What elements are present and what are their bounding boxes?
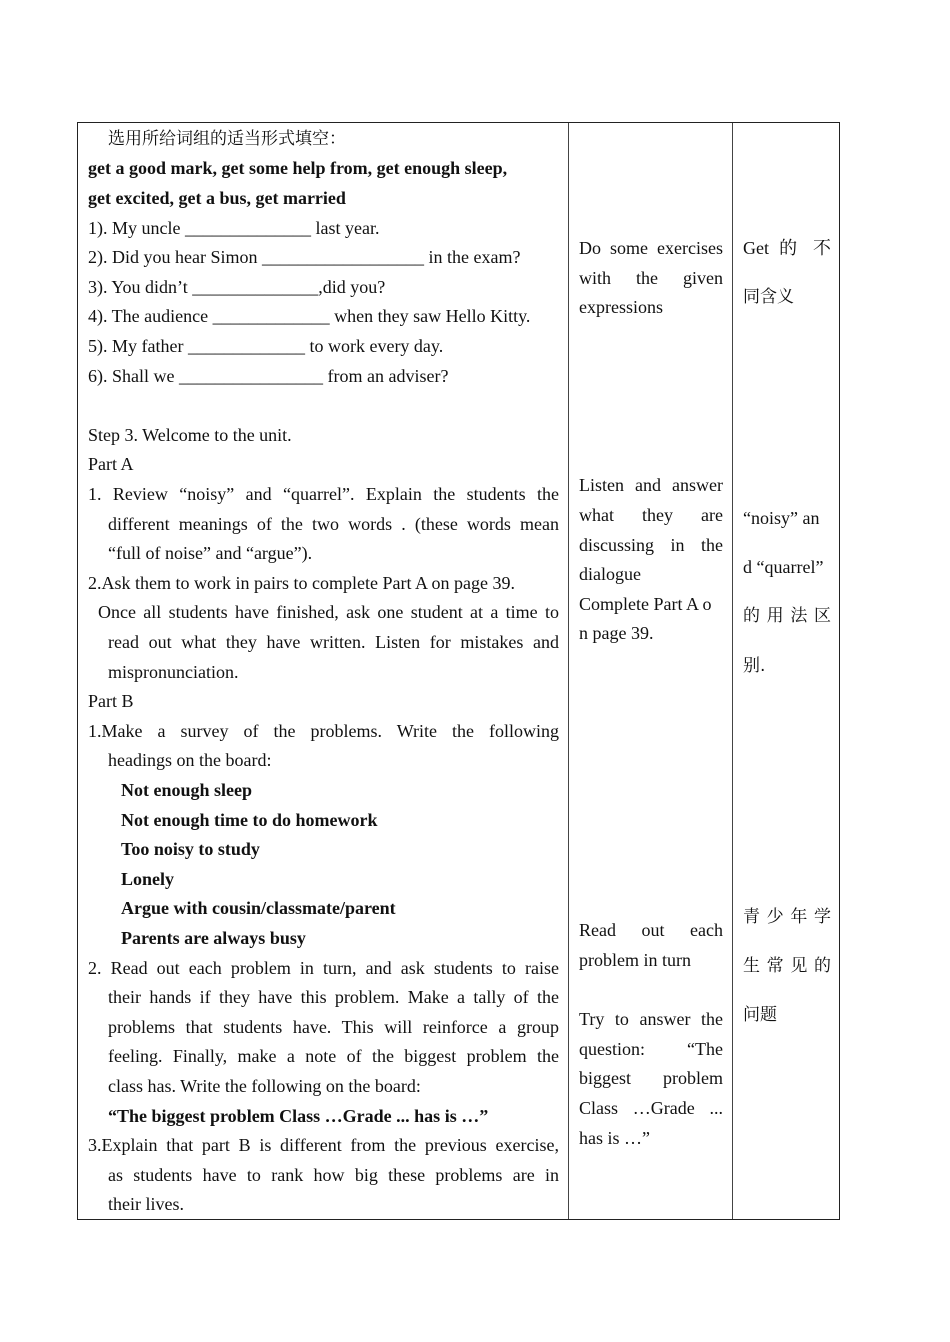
- part-b-text: problems that students have. This will reinforce a group: [108, 1017, 559, 1037]
- activity-text: problem in turn: [579, 950, 691, 970]
- activity-text: Listen and answer: [579, 475, 723, 495]
- problem-heading: Not enough sleep: [121, 780, 253, 800]
- activity-text: has is …”: [579, 1128, 650, 1148]
- activity-text: Complete Part A o: [579, 594, 712, 614]
- problem-heading: Parents are always busy: [121, 928, 306, 948]
- note-text: 问题: [743, 1005, 777, 1025]
- activity-text: with the given: [579, 268, 723, 288]
- exercise-item: 4). The audience _____________ when they saw Hello Kitty.: [88, 306, 531, 326]
- note-text: 青 少 年 学: [743, 907, 831, 927]
- activity-text: n page 39.: [579, 623, 654, 643]
- activity-text: biggest problem: [579, 1068, 723, 1088]
- part-b-text: their hands if they have this problem. Make a tally of the: [108, 987, 559, 1007]
- part-b-text: 2. Read out each problem in turn, and ask students to raise: [88, 958, 559, 978]
- board-sentence: “The biggest problem Class …Grade ... has is …”: [108, 1106, 489, 1126]
- phrase-list: get excited, get a bus, get married: [88, 188, 346, 208]
- part-b-text: 3.Explain that part B is different from the previous exercise,: [88, 1135, 559, 1155]
- note-text: 生 常 见 的: [743, 956, 831, 976]
- teaching-procedure-column: [78, 123, 569, 1219]
- part-a-text: Once all students have finished, ask one student at a time to: [98, 602, 559, 622]
- exercise-item: 3). You didn’t ______________,did you?: [88, 277, 386, 297]
- part-b-text: their lives.: [108, 1194, 184, 1214]
- notes-column: [733, 123, 839, 1219]
- part-a-text: 1. Review “noisy” and “quarrel”. Explain the students the: [88, 484, 559, 504]
- activity-text: expressions: [579, 297, 663, 317]
- note-text: “noisy” an: [743, 508, 820, 528]
- exercise-item: 1). My uncle ______________ last year.: [88, 218, 380, 238]
- activity-text: what they are: [579, 505, 723, 525]
- activity-text: discussing in the: [579, 535, 723, 555]
- lesson-plan-table: [77, 122, 840, 1220]
- problem-heading: Not enough time to do homework: [121, 810, 378, 830]
- step-heading: Step 3. Welcome to the unit.: [88, 425, 292, 445]
- part-b-heading: Part B: [88, 691, 134, 711]
- part-b-text: class has. Write the following on the board:: [108, 1076, 421, 1096]
- part-b-text: feeling. Finally, make a note of the biggest problem the: [108, 1046, 559, 1066]
- note-text: 别.: [743, 656, 766, 676]
- activity-text: Read out each: [579, 920, 723, 940]
- problem-heading: Too noisy to study: [121, 839, 260, 859]
- note-text: d “quarrel”: [743, 557, 824, 577]
- note-text: 同含义: [743, 287, 794, 307]
- activity-text: Do some exercises: [579, 238, 723, 258]
- part-a-text: “full of noise” and “argue”).: [108, 543, 313, 563]
- part-a-text: read out what they have written. Listen for mistakes and: [108, 632, 559, 652]
- note-text: Get 的 不: [743, 238, 831, 258]
- part-a-text: mispronunciation.: [108, 662, 239, 682]
- activity-text: Try to answer the: [579, 1009, 723, 1029]
- part-a-text: different meanings of the two words . (these words mean: [108, 514, 559, 534]
- problem-heading: Argue with cousin/classmate/parent: [121, 898, 396, 918]
- exercise-item: 6). Shall we ________________ from an adviser?: [88, 366, 449, 386]
- exercise-item: 5). My father _____________ to work every day.: [88, 336, 444, 356]
- part-b-text: as students have to rank how big these problems are in: [108, 1165, 559, 1185]
- student-activity-column: [569, 123, 733, 1219]
- activity-text: question: “The: [579, 1039, 723, 1059]
- activity-text: dialogue: [579, 564, 641, 584]
- part-b-text: 1.Make a survey of the problems. Write the following: [88, 721, 559, 741]
- problem-heading: Lonely: [121, 869, 175, 889]
- note-text: 的 用 法 区: [743, 606, 831, 626]
- part-a-heading: Part A: [88, 454, 134, 474]
- part-b-text: headings on the board:: [108, 750, 272, 770]
- phrase-list: get a good mark, get some help from, get enough sleep,: [88, 158, 508, 178]
- part-a-text: 2.Ask them to work in pairs to complete Part A on page 39.: [88, 573, 515, 593]
- instruction-text: 选用所给词组的适当形式填空：: [108, 129, 346, 149]
- activity-text: Class …Grade ...: [579, 1098, 723, 1118]
- exercise-item: 2). Did you hear Simon __________________ in the exam?: [88, 247, 521, 267]
